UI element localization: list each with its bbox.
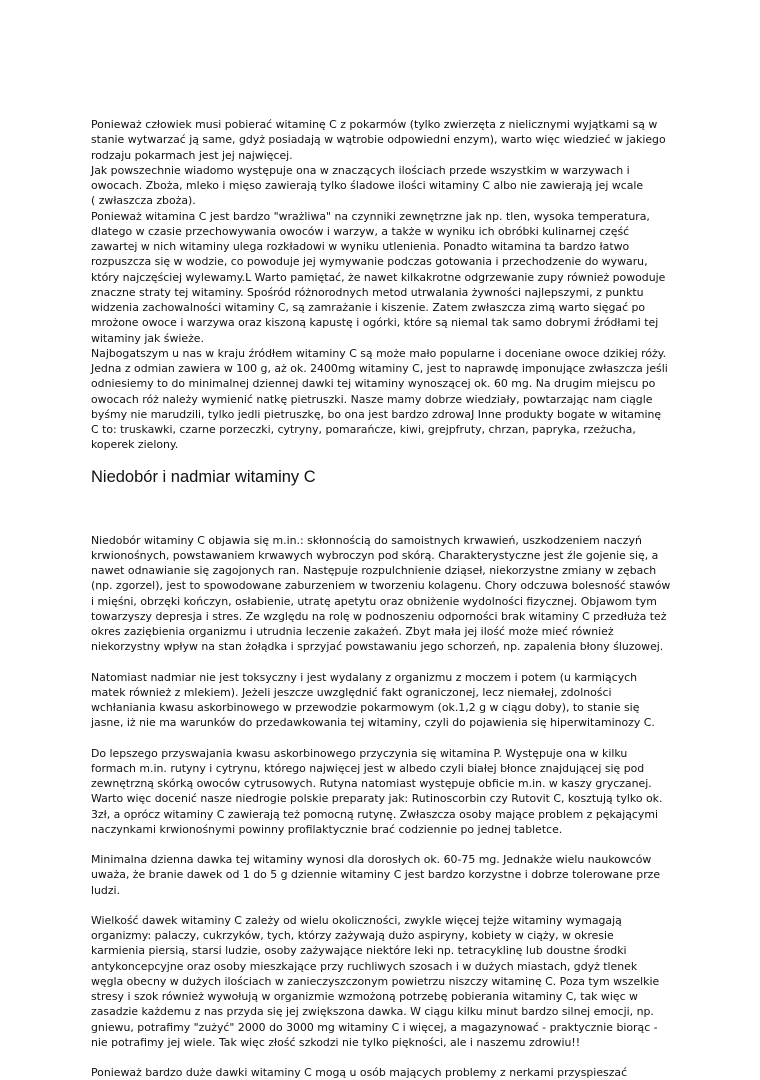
text-line: Do lepszego przyswajania kwasu askorbinowego przyczynia się witamina P. Występuje ona w kilku (91, 746, 628, 760)
text-line: uważa, że branie dawek od 1 do 5 g dziennie witaminy C jest bardzo korzystne i dobrze tolerowane prze (91, 868, 661, 882)
section-heading: Niedobór i nadmiar witaminy C (91, 467, 316, 486)
text-line: towarzyszy depresja i stres. Ze względu na rolę w podnoszeniu odporności brak witaminy C przedłuża też (91, 609, 667, 623)
text-line: zasadzie każdemu z nas przyda się jej zwiększona dawka. W ciągu kilku minut bardzo silnej emocji, np. (91, 1005, 654, 1019)
document-page (91, 117, 671, 1080)
text-line: Jedna z odmian zawiera w 100 g, aż ok. 2400mg witaminy C, jest to naprawdę imponujące zwłaszcza jeśli (91, 362, 668, 375)
text-line: Ponieważ bardzo duże dawki witaminy C mogą u osób mających problemy z nerkami przyspieszać (91, 1066, 628, 1079)
text-line: karmienia piersią, starsi ludzie, osoby zażywające niektóre leki np. tetracyklinę lub doustne środki (91, 944, 627, 958)
kidney-paragraph (91, 1065, 671, 1080)
dose-size-paragraph (91, 913, 671, 1050)
text-line: mrożone owoce i warzywa oraz kiszoną kapustę i ogórki, które są niemal tak samo dobrymi źródłami tej (91, 316, 659, 330)
text-line: byśmy nie marudzili, tylko jedli pietruszkę, bo ona jest bardzo zdrowaJ Inne produkty bogate w witaminę (91, 407, 662, 421)
absorption-paragraph (91, 746, 671, 838)
text-line: Jak powszechnie wiadomo występuje ona w znaczących ilościach przede wszystkim w warzywach i (91, 163, 630, 177)
text-line: i mięśni, obrzęki kończyn, osłabienie, utratę apetytu oraz obniżenie wydolności fizycznej. Objawom tym (91, 594, 657, 608)
text-line: Wielkość dawek witaminy C zależy od wielu okoliczności, zwykle więcej tejże witaminy wymagają (91, 913, 622, 927)
text-line: 3zł, a oprócz witaminy C zawierają też pomocną rutynę. Zwłaszcza osoby mające problem z pękającymi (91, 807, 658, 821)
spacer (91, 1050, 671, 1065)
text-line: Minimalna dzienna dawka tej witaminy wynosi dla dorosłych ok. 60-75 mg. Jednakże wielu naukowców (91, 853, 652, 866)
text-line: wchłaniania kwasu askorbinowego w przewodzie pokarmowym (ok.1,2 g w ciągu doby), to stanie się (91, 701, 640, 714)
text-line: ( zwłaszcza zboża). (91, 194, 196, 208)
text-line: krwionośnych, powstawaniem krwawych wybroczyn pod skórą. Charakterystyczne jest źle gojenie się, a (91, 548, 659, 562)
text-line: odniesiemy to do minimalnej dziennej dawki tej witaminy wynoszącej ok. 60 mg. Na drugim miejscu po (91, 377, 656, 391)
text-line: owocach róż należy wymienić natkę pietruszki. Nasze mamy dobrze wiedziały, powtarzając nam ciągle (91, 392, 653, 406)
text-line: antykoncepcyjne oraz osoby mieszkające przy ruchliwych szosach i w dużych miastach, gdyż tlenek (91, 959, 638, 973)
text-line: węgla obecny w dużych ilościach w zanieczyszczonym powietrzu niszczy witaminę C. Poza tym wszelkie (91, 974, 660, 988)
text-line: niekorzystny wpływ na stan żołądka i sprzyjać powstawaniu jego schorzeń, np. zapalenia błony śluzowej. (91, 640, 664, 654)
text-line: rozpuszcza się w wodzie, co powoduje jej wymywanie podczas gotowania i przechodzenie do wywaru, (91, 255, 648, 269)
intro-paragraph (91, 117, 671, 453)
spacer (91, 655, 671, 670)
daily-dose-paragraph (91, 852, 671, 898)
text-line: naczynkami krwionośnymi powinny profilaktycznie brać codziennie po jednej tabletce. (91, 822, 563, 836)
text-line: witaminy jak świeże. (91, 331, 204, 345)
text-line: jasne, iż nie ma warunków do przedawkowania tej witaminy, czyli do pojawienia się hiperwitaminozy C. (91, 716, 655, 730)
spacer (91, 837, 671, 852)
text-line: Ponieważ witamina C jest bardzo "wrażliwa" na czynniki zewnętrzne jak np. tlen, wysoka temperatura, (91, 209, 650, 223)
text-line: koperek zielony. (91, 438, 179, 452)
text-line: Niedobór witaminy C objawia się m.in.: skłonnością do samoistnych krwawień, uszkodzeniem naczyń (91, 533, 642, 547)
deficiency-paragraph (91, 533, 671, 655)
excess-paragraph (91, 670, 671, 731)
text-line: (np. zgorzel), jest to spowodowane zaburzeniem w tworzeniu kolagenu. Chory odczuwa bolesność stawów (91, 579, 671, 593)
text-line: Najbogatszym u nas w kraju źródłem witaminy C są może mało popularne i doceniane owoce dzikiej róży. (91, 346, 667, 360)
spacer (91, 731, 671, 746)
text-line: dlatego w czasie przechowywania owoców i warzyw, a także w wyniku ich obróbki kulinarnej część (91, 224, 630, 238)
text-line: rodzaju pokarmach jest jej najwięcej. (91, 148, 293, 162)
text-line: formach m.in. rutyny i cytrynu, którego najwięcej jest w albedo czyli białej błonce znajdującej się pod (91, 761, 645, 775)
text-line: widzenia zachowalności witaminy C, są zamrażanie i kiszenie. Zatem zwłaszcza zimą warto sięgać po (91, 301, 646, 314)
spacer (91, 898, 671, 913)
text-line: który najczęściej wylewamy.L Warto pamiętać, że nawet kilkakrotne odgrzewanie zupy również powoduje (91, 270, 666, 284)
text-line: zewnętrzną skórką owoców cytrusowych. Rutyna natomiast występuje obficie m.in. w kaszy gryczanej. (91, 777, 652, 790)
text-line: okres zaziębienia organizmu i utrudnia leczenie zakażeń. Zbyt mała jej ilość może mieć również (91, 625, 614, 638)
text-line: matek również z mlekiem). Jeżeli jeszcze uwzględnić fakt ograniczonej, lecz niemałej, zdolności (91, 685, 612, 699)
text-line: stresy i szok również wywołują w organizmie wzmożoną potrzebę pobierania witaminy C, tak więc w (91, 990, 638, 1003)
text-line: nie potrafimy jej wiele. Tak więc złość szkodzi nie tylko piękności, ale i naszemu zdrowiu!! (91, 1035, 581, 1049)
text-line: Natomiast nadmiar nie jest toksyczny i jest wydalany z organizmu z moczem i potem (u karmiących (91, 670, 638, 684)
text-line: Ponieważ człowiek musi pobierać witaminę C z pokarmów (tylko zwierzęta z nielicznymi wyjątkami są w (91, 118, 658, 131)
text-line: owocach. Zboża, mleko i mięso zawierają tylko śladowe ilości witaminy C albo nie zawierają jej wcale (91, 179, 644, 192)
text-line: organizmy: palaczy, cukrzyków, tych, którzy zażywają dużo aspiryny, kobiety w ciąży, w okresie (91, 929, 614, 942)
text-line: ludzi. (91, 883, 121, 897)
text-line: stanie wytwarzać ją same, gdyż posiadają w wątrobie odpowiedni enzym), warto więc wiedzieć w jakiego (91, 133, 666, 147)
text-line: gniewu, potrafimy "zużyć" 2000 do 3000 mg witaminy C i więcej, a magazynować - praktycznie biorąc - (91, 1020, 658, 1034)
spacer (91, 487, 671, 533)
text-line: znaczne straty tej witaminy. Spośród różnorodnych metod utrwalania żywności najlepszymi, z punktu (91, 285, 644, 299)
text-line: zawartej w nich witaminy ulega rozkładowi w wyniku utlenienia. Ponadto witamina ta bardzo łatwo (91, 240, 630, 253)
text-line: Warto więc docenić nasze niedrogie polskie preparaty jak: Rutinoscorbin czy Rutovit C, kosztują tylko ok. (91, 792, 663, 806)
text-line: nawet odnawianie się zagojonych ran. Następuje rozpulchnienie dziąseł, niekorzystne zmiany w zębach (91, 564, 657, 577)
text-line: C to: truskawki, czarne porzeczki, cytryny, pomarańcze, kiwi, grejpfruty, chrzan, papryka, rzeżucha, (91, 423, 636, 436)
